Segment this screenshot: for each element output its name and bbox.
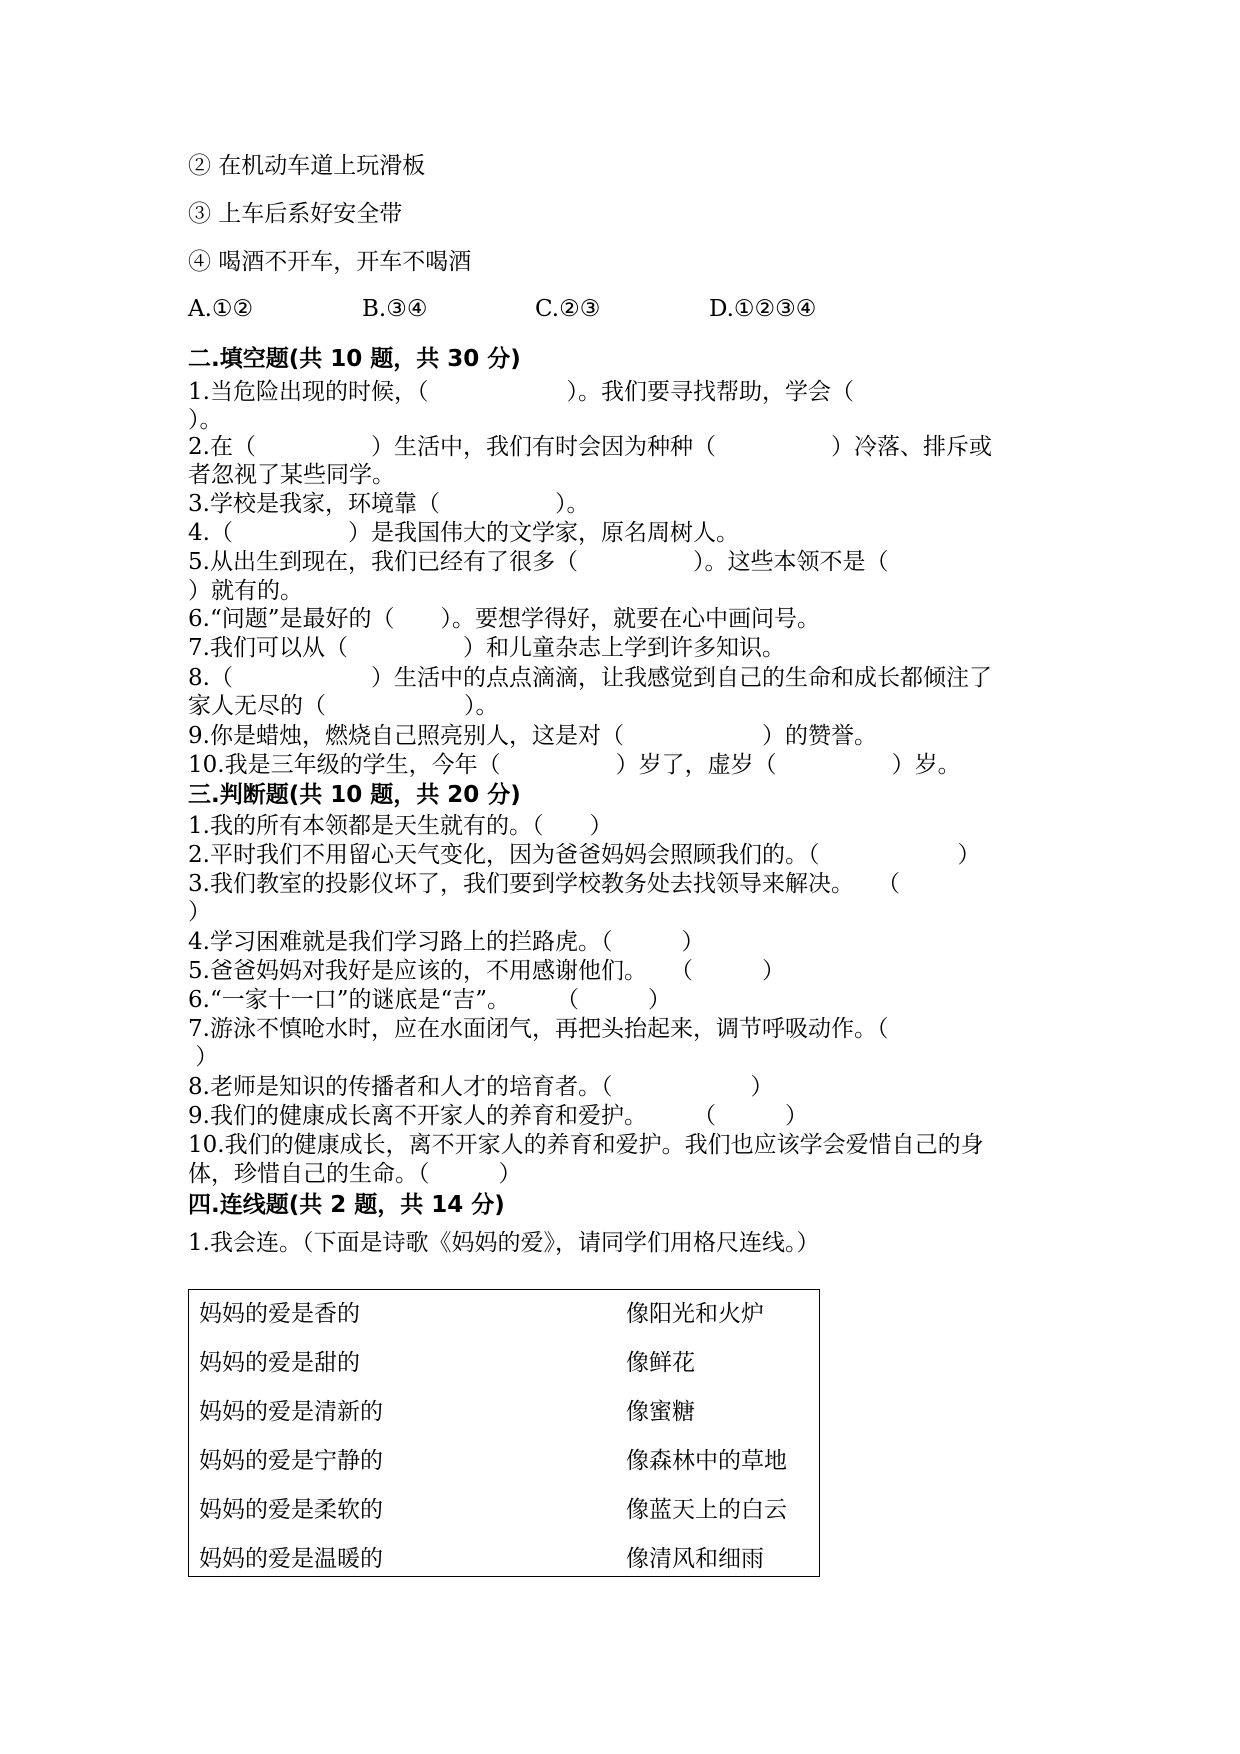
match-left-item[interactable]: 妈妈的爱是柔软的 [199, 1497, 383, 1523]
fill-question-line: 7.我们可以从（ ）和儿童杂志上学到许多知识。 [188, 635, 785, 661]
judge-question-line: 4.学习困难就是我们学习路上的拦路虎。（ ） [188, 929, 705, 955]
fill-question-line: 者忽视了某些同学。 [188, 462, 395, 488]
option-d: D.①②③④ [709, 296, 817, 322]
judge-question-line: 9.我们的健康成长离不开家人的养育和爱护。 （ ） [188, 1103, 808, 1129]
match-right-item[interactable]: 像清风和细雨 [626, 1546, 764, 1572]
fill-question-line: 6.“问题”是最好的（ ）。要想学得好，就要在心中画问号。 [188, 606, 820, 632]
judge-question-line: 5.爸爸妈妈对我好是应该的，不用感谢他们。 （ ） [188, 958, 785, 984]
fill-question-line: 家人无尽的（ ）。 [188, 693, 499, 719]
judge-question-line: 8.老师是知识的传播者和人才的培育者。（ ） [188, 1074, 774, 1100]
judge-question-line: ） [188, 899, 211, 925]
section-heading-match: 四.连线题(共 2 题，共 14 分) [188, 1192, 505, 1218]
fill-question-line: 3.学校是我家，环境靠（ ）。 [188, 491, 590, 517]
fill-question-line: 5.从出生到现在，我们已经有了很多（ ）。这些本领不是（ [188, 549, 889, 575]
section-heading-judge: 三.判断题(共 10 题，共 20 分) [188, 782, 521, 808]
match-right-item[interactable]: 像蜜糖 [626, 1399, 695, 1425]
fill-question-line: 1.当危险出现的时候，（ ）。我们要寻找帮助，学会（ [188, 379, 854, 405]
judge-question-line: 1.我的所有本领都是天生就有的。（ ） [188, 813, 613, 839]
judge-question-line: 2.平时我们不用留心天气变化，因为爸爸妈妈会照顾我们的。（ ） [188, 842, 981, 868]
judge-question-line: 体，珍惜自己的生命。（ ） [188, 1161, 522, 1187]
judge-question-line: ） [188, 1044, 219, 1070]
fill-question-line: ）就有的。 [188, 578, 303, 604]
option-a: A.①② [188, 296, 254, 322]
match-left-item[interactable]: 妈妈的爱是甜的 [199, 1350, 360, 1376]
choice-item-3: ③ 上车后系好安全带 [188, 201, 403, 227]
match-right-item[interactable]: 像蓝天上的白云 [626, 1497, 787, 1523]
match-left-item[interactable]: 妈妈的爱是清新的 [199, 1399, 383, 1425]
match-right-item[interactable]: 像鲜花 [626, 1350, 695, 1376]
judge-question-line: 3.我们教室的投影仪坏了，我们要到学校教务处去找领导来解决。 （ [188, 871, 900, 897]
match-right-item[interactable]: 像阳光和火炉 [626, 1301, 764, 1327]
match-left-item[interactable]: 妈妈的爱是宁静的 [199, 1448, 383, 1474]
fill-question-line: 10.我是三年级的学生，今年（ ）岁了，虚岁（ ）岁。 [188, 752, 961, 778]
match-left-item[interactable]: 妈妈的爱是香的 [199, 1301, 360, 1327]
choice-item-2: ② 在机动车道上玩滑板 [188, 153, 426, 179]
option-b: B.③④ [362, 296, 428, 322]
option-c: C.②③ [535, 296, 601, 322]
match-right-item[interactable]: 像森林中的草地 [626, 1448, 787, 1474]
fill-question-line: 9.你是蜡烛，燃烧自己照亮别人，这是对（ ）的赞誉。 [188, 723, 877, 749]
judge-question-line: 7.游泳不慎呛水时，应在水面闭气，再把头抬起来，调节呼吸动作。（ [188, 1016, 889, 1042]
judge-question-line: 10.我们的健康成长，离不开家人的养育和爱护。我们也应该学会爱惜自己的身 [188, 1132, 984, 1158]
judge-question-line: 6.“一家十一口”的谜底是“吉”。 （ ） [188, 987, 671, 1013]
fill-question-line: ）。 [188, 407, 223, 433]
match-instructions: 1.我会连。（下面是诗歌《妈妈的爱》，请同学们用格尺连线。） [188, 1230, 820, 1256]
fill-question-line: 4.（ ）是我国伟大的文学家，原名周树人。 [188, 520, 739, 546]
fill-question-line: 2.在（ ）生活中，我们有时会因为种种（ ）冷落、排斥或 [188, 434, 992, 460]
match-left-item[interactable]: 妈妈的爱是温暖的 [199, 1546, 383, 1572]
choice-item-4: ④ 喝酒不开车，开车不喝酒 [188, 249, 472, 275]
fill-question-line: 8.（ ）生活中的点点滴滴，让我感觉到自己的生命和成长都倾注了 [188, 665, 992, 691]
matching-table [188, 1289, 820, 1577]
section-heading-fill: 二.填空题(共 10 题，共 30 分) [188, 346, 521, 372]
